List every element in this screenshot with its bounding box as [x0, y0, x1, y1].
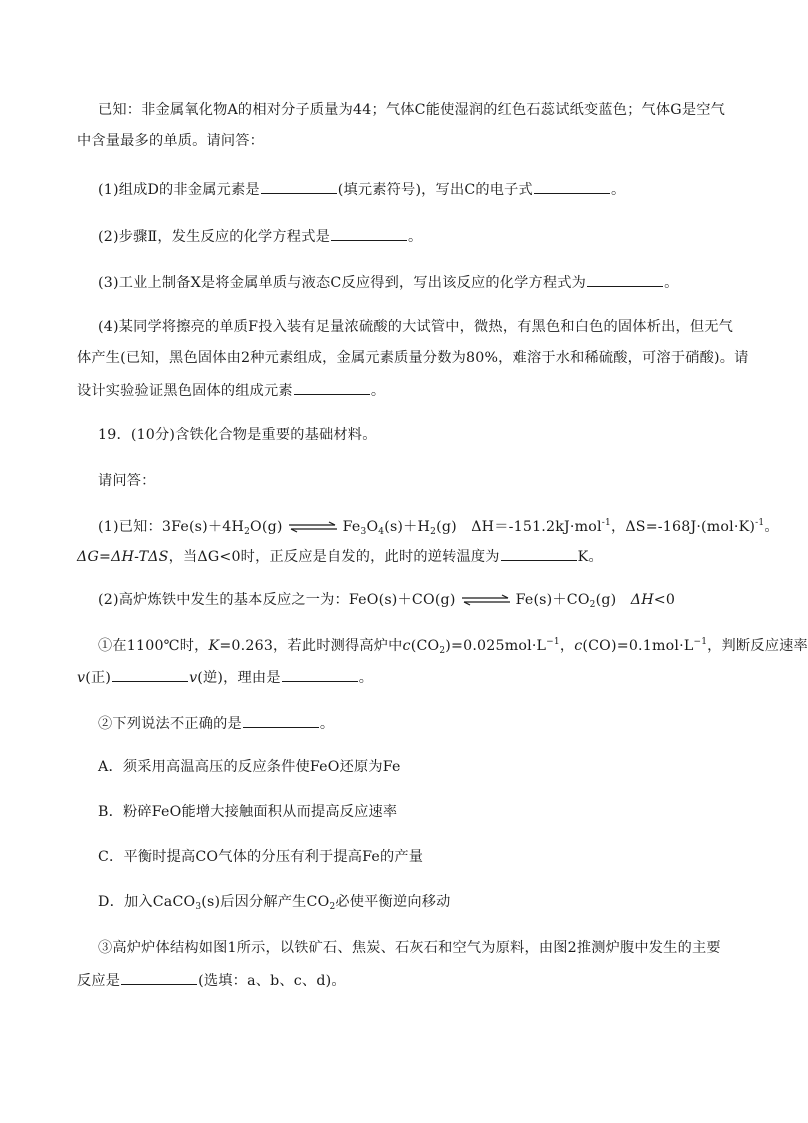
- subscript: 3: [195, 902, 202, 912]
- text: ，: [559, 638, 575, 654]
- superscript: −1: [693, 637, 708, 647]
- text: 。: [358, 670, 374, 686]
- q18-p1-text-c: 。: [610, 182, 626, 198]
- q18-part-4-line-1: (4)某同学将擦亮的单质F投入装有足量浓硫酸的大试管中，微热，有黑色和白色的固体析出，但无气: [98, 319, 734, 335]
- subscript: 2: [439, 646, 446, 656]
- q19-p1-unit: K。: [577, 549, 603, 565]
- option-c: C．平衡时提高CO气体的分压有利于提高Fe的产量: [98, 849, 424, 865]
- answer-blank[interactable]: [587, 272, 663, 287]
- q18-part-1: [98, 179, 625, 199]
- q18-part-3: [98, 272, 678, 292]
- intro-line-1: 已知：非金属氧化物A的相对分子质量为44；气体C能使湿润的红色石蕊试纸变蓝色；气体G是空气: [98, 102, 725, 118]
- text: (逆)，理由是: [197, 670, 281, 686]
- eq-text: Fe: [342, 519, 361, 535]
- option-a: A．须采用高温高压的反应条件使FeO还原为Fe: [98, 759, 401, 775]
- q19-p1-text: ，当ΔG<0时，正反应是自发的，此时的逆转温度为: [168, 549, 500, 565]
- subscript: 3: [360, 527, 367, 537]
- text: =0.263，若此时测得高炉中: [219, 638, 403, 654]
- subscript: 2: [244, 527, 251, 537]
- option-b: B．粉碎FeO能增大接触面积从而提高反应速率: [98, 804, 398, 820]
- q19-sub-3-line-2: [77, 970, 346, 990]
- q18-p1-text-a: (1)组成D的非金属元素是: [98, 182, 260, 198]
- answer-blank[interactable]: [331, 226, 407, 241]
- text: 必使平衡逆向移动: [335, 894, 451, 910]
- q18-p4-text-a: 设计实验验证黑色固体的组成元素: [77, 383, 293, 399]
- text: ②下列说法不正确的是: [98, 716, 242, 732]
- answer-blank[interactable]: [243, 713, 319, 728]
- q19-sub-3-line-1: ③高炉炉体结构如图1所示，以铁矿石、焦炭、石灰石和空气为原料，由图2推测炉腹中发生的主要: [98, 940, 721, 956]
- q18-p3-text-a: (3)工业上制备X是将金属单质与液态C反应得到，写出该反应的化学方程式为: [98, 275, 587, 291]
- text: (CO)=0.1mol·L: [582, 638, 694, 654]
- eq-text: O: [366, 519, 379, 535]
- text: K: [208, 638, 220, 654]
- answer-blank[interactable]: [501, 546, 577, 561]
- option-d: [98, 893, 451, 911]
- text: (s)后因分解产生CO: [201, 894, 330, 910]
- eq-text: <0: [653, 592, 676, 608]
- q19-ask: 请问答：: [98, 473, 156, 489]
- text: (选填：a、b、c、d)。: [198, 973, 346, 989]
- q18-p4-text-b: 。: [370, 383, 386, 399]
- q19-part-1-line-2: [77, 546, 603, 566]
- superscript: -1: [755, 518, 765, 528]
- text: c: [574, 638, 583, 654]
- q18-part-2: [98, 226, 422, 246]
- q18-p1-text-b: (填元素符号)，写出C的电子式: [337, 182, 533, 198]
- q19-sub-1-line-1: [98, 637, 808, 655]
- text: 。: [319, 716, 335, 732]
- superscript: −1: [546, 637, 560, 647]
- text: 反应是: [77, 973, 121, 989]
- eq-text: (g): [595, 592, 631, 608]
- eq-text: Fe(s)＋CO: [515, 592, 590, 608]
- eq-text: (s)＋H: [384, 519, 431, 535]
- answer-blank[interactable]: [121, 970, 197, 985]
- answer-blank[interactable]: [261, 179, 337, 194]
- subscript: 2: [589, 600, 596, 610]
- subscript: 4: [378, 527, 385, 537]
- q19-title: 19．(10分)含铁化合物是重要的基础材料。: [98, 427, 377, 443]
- eq-text: O(g): [250, 519, 283, 535]
- superscript: -1: [601, 518, 611, 528]
- q18-p2-text-b: 。: [407, 229, 423, 245]
- answer-blank[interactable]: [112, 667, 188, 682]
- eq-text: (1)已知：3Fe(s)＋4H: [98, 519, 245, 535]
- text: (正): [85, 670, 112, 686]
- q18-part-4-line-2: 体产生(已知，黑色固体由2种元素组成，金属元素质量分数为80%，难溶于水和稀硫酸，可溶于硝酸)。请: [77, 350, 749, 366]
- q18-p3-text-b: 。: [664, 275, 679, 291]
- intro-line-2: 中含量最多的单质。请问答：: [77, 133, 265, 149]
- q18-part-4-line-3: [77, 380, 385, 400]
- text: )=0.025mol·L: [445, 638, 547, 654]
- text: D．加入CaCO: [98, 894, 196, 910]
- eq-text: ΔH: [630, 592, 654, 608]
- text: c: [402, 638, 411, 654]
- subscript: 2: [430, 527, 437, 537]
- eq-text: (2)高炉炼铁中发生的基本反应之一为：FeO(s)＋CO(g): [98, 592, 456, 608]
- q19-part-2: [98, 591, 675, 609]
- text: v: [77, 670, 86, 686]
- text: (CO: [410, 638, 440, 654]
- q18-p2-text-a: (2)步骤Ⅱ，发生反应的化学方程式是: [98, 229, 330, 245]
- subscript: 2: [329, 902, 336, 912]
- text: v: [189, 670, 198, 686]
- text: ，判断反应速率: [707, 638, 808, 654]
- eq-text: (g) ΔH＝-151.2kJ·mol: [436, 519, 602, 535]
- answer-blank[interactable]: [282, 667, 358, 682]
- q19-sub-2: [98, 713, 334, 733]
- q19-part-1-line-1: [98, 518, 779, 536]
- equilibrium-arrow-icon: [460, 595, 512, 605]
- answer-blank[interactable]: [534, 179, 610, 194]
- eq-text: 。: [764, 519, 779, 535]
- answer-blank[interactable]: [294, 380, 370, 395]
- text: ①在1100℃时，: [98, 638, 209, 654]
- eq-text: ，ΔS=-168J·(mol·K): [610, 519, 756, 535]
- q19-sub-1-line-2: [77, 667, 373, 687]
- equilibrium-arrow-icon: [287, 522, 339, 532]
- formula: ΔG=ΔH-TΔS: [77, 549, 169, 565]
